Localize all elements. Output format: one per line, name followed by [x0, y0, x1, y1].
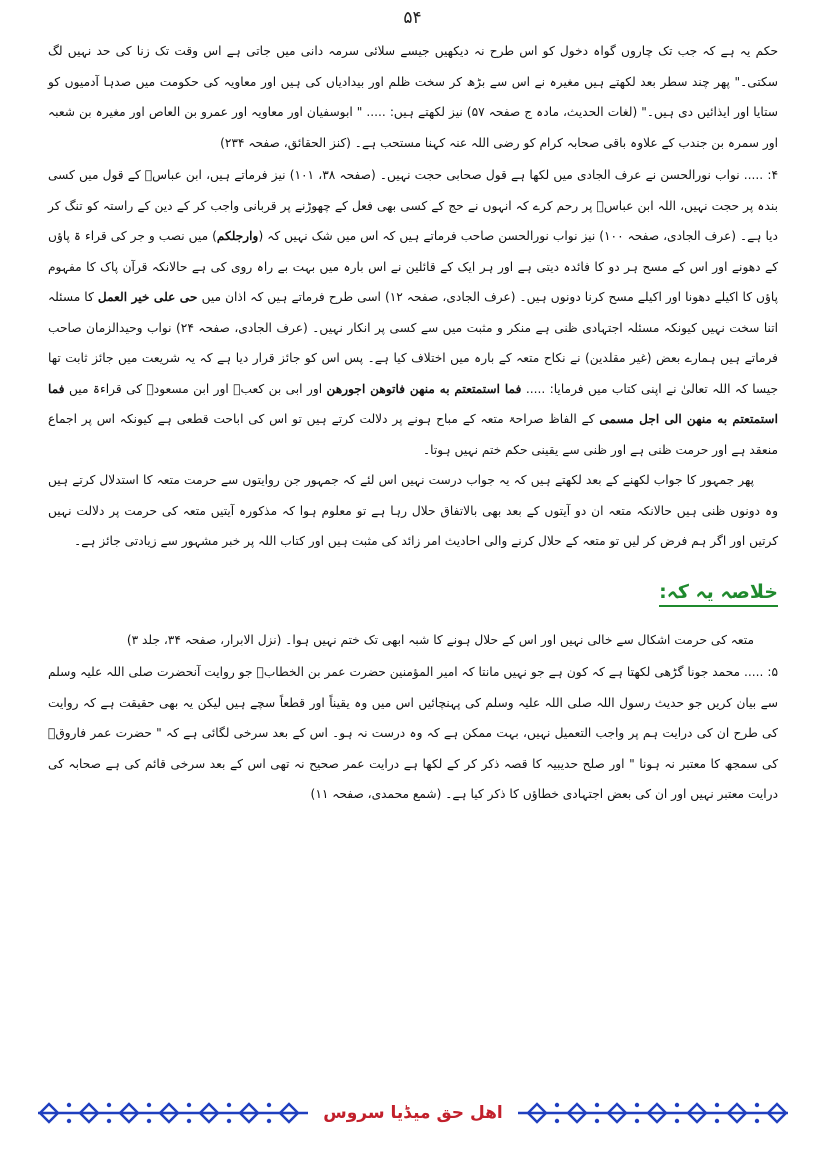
page-number: ۵۴	[403, 8, 422, 28]
footer-banner	[38, 1098, 788, 1128]
paragraph-4: متعہ کی حرمت اشکال سے خالی نہیں اور اس کے حلال ہونے کا شبہ ابھی تک ختم نہیں ہوا۔ (نزل الابرار، صفحہ ۳۴، جلد ۳)	[126, 632, 754, 647]
arabic-quote-1: وارجلکم	[216, 229, 259, 243]
paragraph-2-text-5: کے الفاظ صراحۃ متعہ کے مباح ہونے پر دلالت کرتے ہیں تو اس کی اباحت قطعی ہے کیونکہ اس پر اجماع منعقد ہے اور حرمت ظنی ہے اور ظنی سے یقینی حکم ختم نہیں ہوتا۔	[48, 412, 778, 457]
paragraph-2-text-4: اور ابی بن کعبؓ اور ابن مسعودؓ کی قراءۃ میں	[69, 381, 323, 396]
summary-heading	[48, 577, 778, 607]
paragraph-3: پھر جمہور کا جواب لکھنے کے بعد لکھتے ہیں کہ یہ جواب درست نہیں اس لئے کہ جمہور جن روایتوں سے حرمت متعہ کا استدلال کرتے ہیں وہ دونوں ظنی ہیں حالانکہ متعہ ان دو آیتوں کے بعد بھی بالاتفاق حلال رہا ہے تو معلوم ہوا کہ مذکورہ آیتیں متعہ کی حرمت پر دلالت نہیں کرتیں اور اگر ہم فرض کر لیں تو متعہ کے حلال کرنے والی احادیث امر زائد کی مثبت ہیں اور کتاب اللہ پر خبر مشہور سے زیادتی جائز ہے۔	[48, 473, 778, 548]
paragraph-2	[48, 160, 778, 465]
document-body	[48, 36, 778, 810]
arabic-quote-4: فما استمتعتم به منهن الی اجل مسمی	[48, 381, 779, 426]
summary-heading-text: خلاصہ یہ کہ:	[659, 581, 778, 607]
paragraph-2-text-2: ) میں نصب و جر کی قراء ۃ پاؤں کے دھونے اور اس کے مسح ہر دو کا فائدہ دیتی ہے اور ہر ایک کے قائلین نے اس بارہ میں بہت بے راہ روی کی ہے حالانکہ قرآن پاک کا مفہوم پاؤں کا اکیلے دھونا اور اکیلے مسح کرنا دونوں ہیں۔ (عرف الجادی، صفحہ ۱۲) اسی طرح فرماتے ہیں کہ اذان میں	[48, 229, 779, 304]
arabic-quote-2: حی علی خیر العمل	[97, 290, 198, 304]
paragraph-2-text-3: کا مسئلہ اتنا سخت نہیں کیونکہ مسئلہ اجتہادی ظنی ہے منکر و مثبت میں سے کسی پر انکار نہیں۔ (عرف الجادی، صفحہ ۲۴) نواب وحیدالزمان صاحب فرماتے ہیں ہمارے بعض (غیر مقلدین) نے نکاح متعہ کے بارہ میں اختلاف کیا ہے۔ پس اس کو جائز قرار دیا ہے کہ یہ شریعت میں جائز ثابت تھا جیسا کہ اللہ تعالیٰ نے اپنی کتاب میں فرمایا: .....	[48, 290, 779, 396]
paragraph-5: ۵: ..... محمد جونا گڑھی لکھتا ہے کہ کون ہے جو نہیں مانتا کہ امیر المؤمنین حضرت عمر بن الخطابؓ جو روایت آنحضرت صلی اللہ علیہ وسلم سے بیان کریں جو حدیث رسول اللہ صلی اللہ علیہ وسلم کی پہنچائیں اس میں وہ یقیناً اور قطعاً سچے ہیں لیکن یہ بھی حقیقت ہے کہ روایت کی طرح ان کی درایت ہم پر واجب التعمیل نہیں، بہت ممکن ہے کہ وہ درست نہ ہو۔ اس کے بعد سرخی لگائی ہے کہ " حضرت عمر فاروقؓ کی سمجھ کا معتبر نہ ہونا " اور صلح حدیبیہ کا قصہ ذکر کر کے لکھا ہے درایت عمر صحیح نہ تھی اس کے بعد سرخی قائم کی ہے صحابہ کی درایت معتبر نہیں اور ان کی بعض اجتہادی خطاؤں کا ذکر کیا ہے۔ (شمع محمدی، صفحہ ۱۱)	[48, 665, 778, 801]
footer-brand-text: اهل حق میڈیا سروس	[323, 1103, 503, 1123]
paragraph-1: حکم یہ ہے کہ جب تک چاروں گواہ دخول کو اس طرح نہ دیکھیں جیسے سلائی سرمہ دانی میں جاتی ہے اس وقت تک زنا کی حد نہیں لگ سکتی۔" پھر چند سطر بعد لکھتے ہیں مغیرہ نے اس سے بڑھ کر سخت ظلم اور بیدادیاں کی ہیں اور معاویہ کی حکومت میں صدہا آدمیوں کو ستایا اور ایذائیں دی ہیں۔" (لغات الحدیث، مادہ ج صفحہ ۵۷) نیز لکھتے ہیں: ..... " ابوسفیان اور معاویہ اور عمرو بن العاص اور مغیرہ بن شعبہ اور سمرہ بن جندب کے علاوہ باقی صحابہ کرام کو رضی اللہ عنہ کہنا مستحب ہے۔ (کنز الحقائق، صفحہ ۲۳۴)	[48, 44, 778, 150]
paragraph-2-text-1: ۴: ..... نواب نورالحسن نے عرف الجادی میں لکھا ہے قول صحابی حجت نہیں۔ (صفحہ ۳۸، ۱۰۱) نیز فرماتے ہیں، ابن عباسؓ کے قول میں کسی بندہ پر حجت نہیں، اللہ ابن عباسؓ پر رحم کرے کہ انہوں نے حج کے کسی بھی فعل کے چھوڑنے پر قربانی واجب کر کے دین کے راستہ کو تنگ کر دیا ہے۔ (عرف الجادی، صفحہ ۱۰۰) نیز نواب نورالحسن صاحب فرماتے ہیں کہ اس میں شک نہیں کہ (	[48, 168, 778, 243]
arabic-quote-3: فما استمتعتم به منهن فاتوهن اجورهن	[326, 381, 522, 396]
